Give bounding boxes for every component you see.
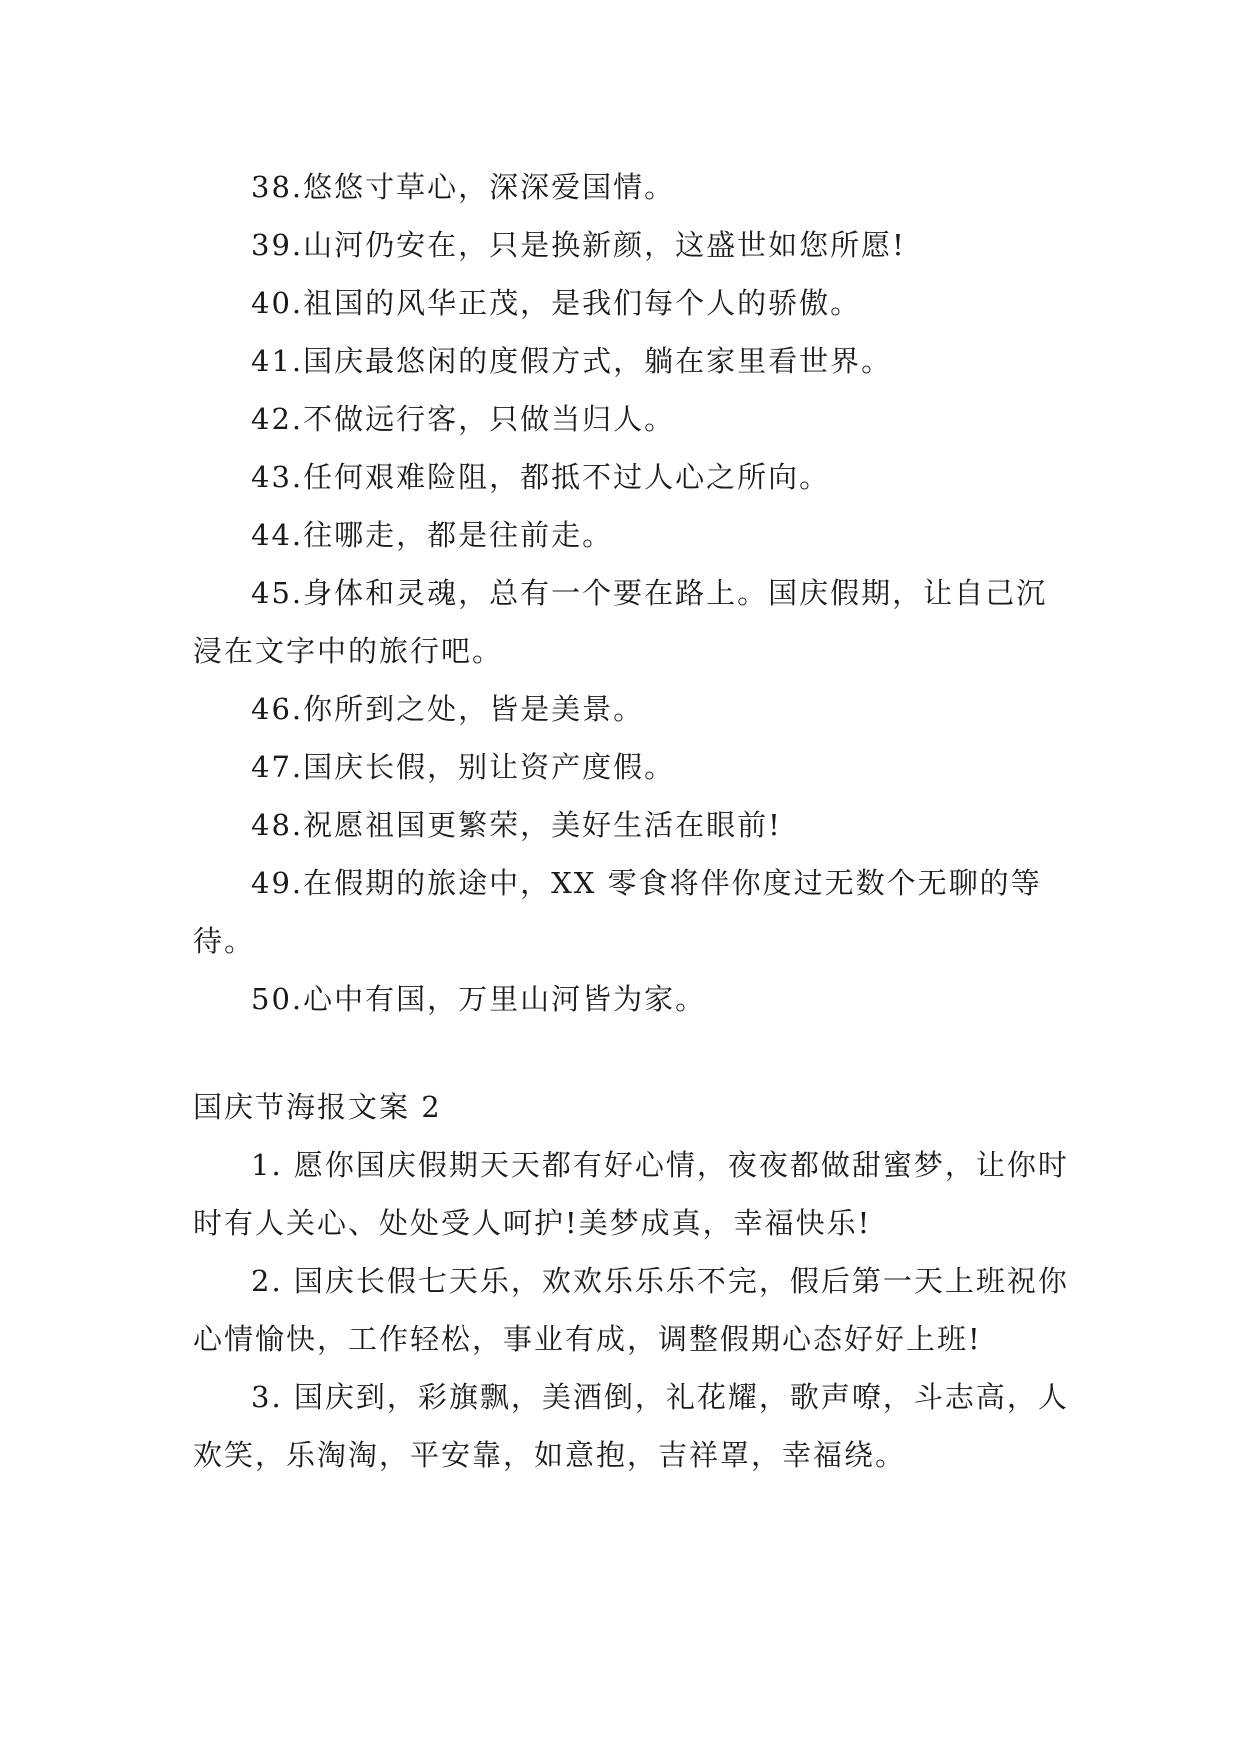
list-item: 47.国庆长假，别让资产度假。 <box>251 750 676 784</box>
list-item: 44.往哪走，都是往前走。 <box>251 518 614 552</box>
list-item: 50.心中有国，万里山河皆为家。 <box>251 982 707 1016</box>
list-item: 49.在假期的旅途中，XX 零食将伴你度过无数个无聊的等待。 <box>193 866 1042 958</box>
list-item: 39.山河仍安在，只是换新颜，这盛世如您所愿! <box>251 228 906 262</box>
section-heading: 国庆节海报文案 2 <box>193 1090 442 1124</box>
list-item: 3. 国庆到，彩旗飘，美酒倒，礼花耀，歌声嘹，斗志高，人欢笑，乐淘淘，平安靠，如意抱，吉祥罩，幸福绕。 <box>193 1380 1069 1472</box>
list-item: 48.祝愿祖国更繁荣，美好生活在眼前! <box>251 808 782 842</box>
list-item: 38.悠悠寸草心，深深爱国情。 <box>251 170 676 204</box>
list-item: 2. 国庆长假七天乐，欢欢乐乐乐不完，假后第一天上班祝你心情愉快，工作轻松，事业有成，调整假期心态好好上班! <box>193 1264 1069 1356</box>
list-item: 40.祖国的风华正茂，是我们每个人的骄傲。 <box>251 286 862 320</box>
list-item: 43.任何艰难险阻，都抵不过人心之所向。 <box>251 460 831 494</box>
document-body <box>193 158 1073 1484</box>
list-item: 1. 愿你国庆假期天天都有好心情，夜夜都做甜蜜梦，让你时时有人关心、处处受人呵护!美梦成真，幸福快乐! <box>193 1148 1069 1240</box>
list-item: 45.身体和灵魂，总有一个要在路上。国庆假期，让自己沉浸在文字中的旅行吧。 <box>193 576 1048 668</box>
list-item: 46.你所到之处，皆是美景。 <box>251 692 645 726</box>
list-item: 41.国庆最悠闲的度假方式，躺在家里看世界。 <box>251 344 893 378</box>
list-item: 42.不做远行客，只做当归人。 <box>251 402 676 436</box>
